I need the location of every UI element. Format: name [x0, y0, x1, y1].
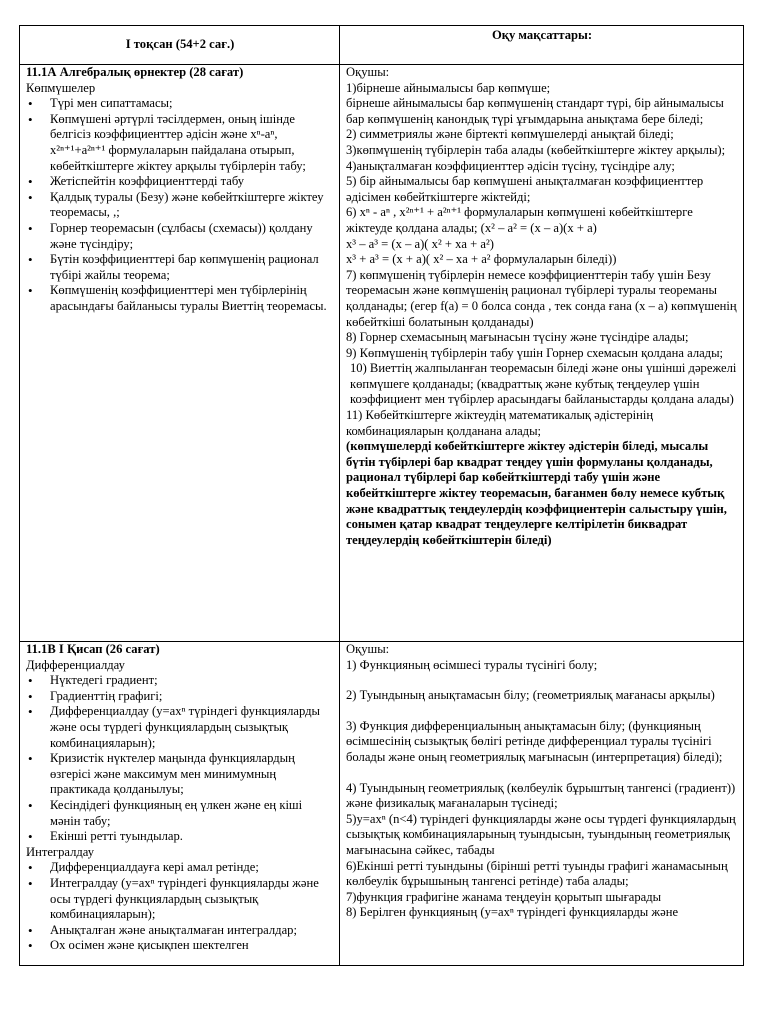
objective-line: бірнеше айнымалысы бар көпмүшенің стандарт түрі, бір айнымалысы бар көпмүшенің канондық түрі ұғымдарына анықтама бере біледі;: [346, 96, 724, 126]
topic-list: [26, 673, 334, 845]
topic-list: [26, 860, 334, 954]
list-item: • Градиенттің графигі;: [26, 689, 334, 705]
objective-line: 7)функция графигіне жанама теңдеуін қорытып шығарады: [346, 889, 662, 904]
objective-line: Оқушы:: [346, 642, 390, 656]
list-item: • Интегралдау (y=axⁿ түріндегі функцияларды және осы түрдегі функциялардың сызықтық комбинацияларын);: [26, 876, 334, 923]
objective-line: 4)анықталмаған коэффициенттер әдісін түсіну, түсіндіре алу;: [346, 158, 675, 173]
objective-line: 1) Функцияның өсімшесі туралы түсінігі болу;: [346, 657, 598, 672]
list-item: • Түрі мен сипаттамасы;: [26, 96, 334, 112]
list-item: • Ox осімен және қисықпен шектелген: [26, 938, 334, 954]
header-objectives: Оқу мақсаттары:: [340, 26, 744, 65]
objective-line: x³ – a³ = (x – a)( x² + xa + a²): [346, 236, 494, 251]
objective-line: 3)көпмүшенің түбірлерін таба алады (көбейткіштерге жіктеу арқылы);: [346, 142, 726, 157]
section-subtitle: Дифференциалдау: [26, 657, 125, 672]
list-item: • Жетіспейтін коэффициенттерді табу: [26, 174, 334, 190]
curriculum-table: [19, 25, 744, 966]
spacer: [346, 673, 738, 688]
objective-line: 2) Туындының анықтамасын білу; (геометриялық мағанасы арқылы): [346, 688, 715, 703]
objective-line: 3) Функция дифференциалының анықтамасын білу; (функцияның өсімшесінің сызықтық бөлігі ретінде дифференциал туралы түсінігі болады және оның геометриялық мағынасын (интерпретация) біледі);: [346, 718, 723, 764]
list-item: • Көпмүшенің коэффициенттері мен түбірлерінің арасындағы байланысы туралы Виеттің теоремасы.: [26, 283, 334, 314]
section-calculus-row: [20, 642, 744, 966]
spacer: [346, 766, 738, 781]
objective-line: 6)Екінші ретті туындыны (бірінші ретті туынды графигі жанамасының көлбеулік бұрышының тангенсі ретінде) таба алады;: [346, 858, 728, 889]
section-calculus-topics: [20, 642, 340, 966]
section-calculus-objectives: [340, 642, 744, 966]
list-item: • Қалдық туралы (Безу) және көбейткіштерге жіктеу теоремасы, ,;: [26, 190, 334, 221]
objective-line: 10) Виеттің жалпыланған теоремасын біледі және оны үшінші дәрежелі көпмүшеге қолданады; (квадраттық және кубтық теңдеулер үшін коэффициент мен түбірлер арасындағы байланыстарды қолдана алады): [350, 361, 737, 407]
header-quarter: I тоқсан (54+2 сағ.): [20, 26, 340, 65]
objective-bold-note: (көпмүшелерді көбейткіштерге жіктеу әдістерін біледі, мысалы бүтін түбірлері бар квадрат теңдеу үшін формуланы қолданады, рационал түбірлері бар көбейткіштерді табу үшін және көбейткіштерге жіктеу теоремасын, бағанмен бөлу немесе кубтық және квадраттық теңдеулердің коэффициентерін салыстыру үшін, сонымен қатар квадрат теңдеулерге келтірілетін биквадрат теңдеулердің көбейткіштерін біледі): [346, 439, 727, 547]
list-item: • Дифференциалдауға кері амал ретінде;: [26, 860, 334, 876]
objective-line: 6) xⁿ - aⁿ , x²ⁿ⁺¹ + a²ⁿ⁺¹ формулаларын көпмүшені көбейткіштерге жіктеуде қолдана алады; (x² – a² = (x – a)(x + a): [346, 205, 693, 235]
objective-line: 11) Көбейткіштерге жіктеудің математикалық әдістерінің комбинацияларын қолданана алады;: [346, 408, 654, 438]
list-item: • Дифференциалдау (y=axⁿ түріндегі функцияларды және осы түрдегі функциялардың сызықтық комбинацияларын);: [26, 704, 334, 751]
section-title: 11.1А Алгебралық өрнектер (28 сағат): [26, 65, 244, 79]
section-algebra-topics: [20, 65, 340, 642]
section-title: 11.1В I Қисап (26 сағат): [26, 642, 160, 656]
section-algebra-row: [20, 65, 744, 642]
list-item: • Кесіндідегі функцияның ең үлкен және ең кіші мәнін табу;: [26, 798, 334, 829]
list-item: • Көпмүшені әртүрлі тәсілдермен, оның ішінде белгісіз коэффициенттер әдісін және xⁿ-aⁿ, x²ⁿ⁺¹+a²ⁿ⁺¹ формулаларын пайдалана отырып, көбейткіштерге жіктеу арқылы түбірлерін табу;: [26, 112, 334, 174]
objective-line: 8) Берілген функцияның (y=axⁿ түріндегі функцияларды және: [346, 905, 679, 920]
list-item: • Екінші ретті туындылар.: [26, 829, 334, 845]
list-item: • Горнер теоремасын (сұлбасы (схемасы)) қолдану және түсіндіру;: [26, 221, 334, 252]
objective-line: 2) симметриялы және біртекті көпмүшелерді анықтай біледі;: [346, 127, 674, 142]
topic-list: [26, 96, 334, 314]
objective-line: 5) бір айнымалысы бар көпмүшені анықталмаған коэффициенттер әдісімен көбейткіштерге жіктейді;: [346, 174, 704, 204]
list-item: • Кризистік нүктелер маңында функциялардың өзгерісі және максимум мен минимумның практикада қолданылуы;: [26, 751, 334, 798]
objective-line: 4) Туындының геометриялық (көлбеулік бұрыштың тангенсі (градиент)) және физикалық мағаналарын түсінеді;: [346, 780, 736, 811]
header-row: [20, 26, 744, 65]
objective-line: x³ + a³ = (x + a)( x² – xa + a² формулаларын біледі)): [346, 252, 617, 267]
objective-line: 7) көпмүшенің түбірлерін немесе коэффициенттерін табу үшін Безу теоремасын және көпмүшенің рационал түбірлері туралы теореманы қолданады; (егер f(a) = 0 болса сонда , тек сонда ғана (x – a) көпмүшенің көбейткіші болатынын қолданады): [346, 267, 737, 329]
spacer: [346, 704, 738, 719]
objective-line: 1)бірнеше айнымалысы бар көпмүше;: [346, 80, 551, 95]
objective-line: 5)y=axⁿ (n<4) түріндегі функцияларды және осы түрдегі функциялардың сызықтық комбинацияларының туындысын, туындының геометриялық мағынасына сәйкес, табады: [346, 811, 736, 857]
objective-line: 9) Көпмүшенің түбірлерін табу үшін Горнер схемасын қолдана алады;: [346, 345, 724, 360]
section-algebra-objectives: [340, 65, 744, 642]
objective-line: Оқушы:: [346, 65, 390, 79]
list-item: • Бүтін коэффициенттері бар көпмүшенің рационал түбірі жайлы теорема;: [26, 252, 334, 283]
list-item: • Анықталған және анықталмаған интегралдар;: [26, 923, 334, 939]
section-subtitle: Көпмүшелер: [26, 80, 96, 95]
objective-line: 8) Горнер схемасының мағынасын түсіну және түсіндіре алады;: [346, 330, 689, 345]
section-subtitle: Интегралдау: [26, 844, 95, 859]
list-item: • Нүктедегі градиент;: [26, 673, 334, 689]
